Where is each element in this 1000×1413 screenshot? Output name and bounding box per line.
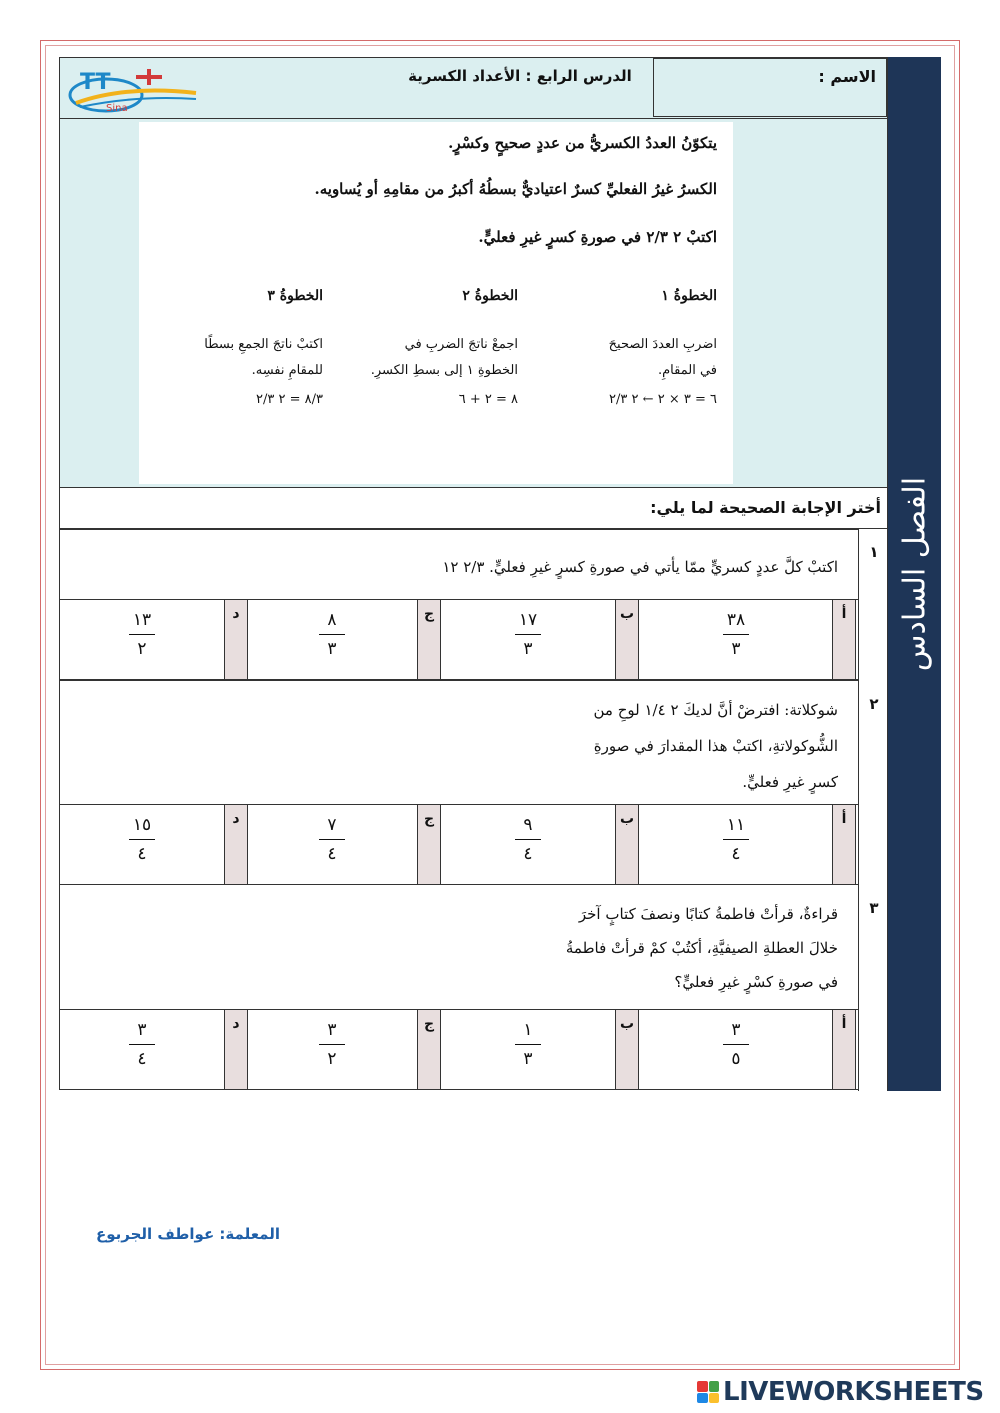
step-1 bbox=[547, 288, 717, 407]
question-3-text bbox=[59, 884, 859, 1010]
step-text: اضربِ العددَ الصحيحَ bbox=[608, 337, 717, 352]
question-number: ٣ bbox=[869, 899, 879, 917]
step-title: الخطوةُ ٣ bbox=[267, 288, 323, 304]
liveworksheets-logo[interactable] bbox=[697, 1377, 984, 1407]
step-title: الخطوةُ ١ bbox=[661, 288, 717, 304]
explanation-content bbox=[139, 122, 733, 484]
option-letter: د bbox=[224, 1010, 248, 1089]
option-letter: ب bbox=[615, 600, 639, 679]
option-c[interactable]: ٨ ٣ bbox=[302, 610, 362, 659]
question-line: قراءةٌ، قرأتْ فاطمةُ كتابًا ونصفَ كتابٍ آخرَ bbox=[578, 905, 838, 923]
chapter-label: الفصل السادس bbox=[897, 476, 932, 672]
option-letter: أ bbox=[832, 600, 856, 679]
option-d[interactable]: ١٣ ٢ bbox=[112, 610, 172, 659]
step-title: الخطوةُ ٢ bbox=[462, 288, 518, 304]
instruction-text: أختر الإجابة الصحيحة لما يلي: bbox=[650, 498, 881, 517]
step-calculation: ٨/٣ = ٢ ٢/٣ bbox=[255, 392, 323, 407]
option-c[interactable]: ٧ ٤ bbox=[302, 815, 362, 864]
option-a[interactable]: ٣ ٥ bbox=[706, 1020, 766, 1069]
liveworksheets-icon bbox=[697, 1381, 719, 1403]
svg-text:TT: TT bbox=[80, 70, 111, 95]
teacher-name: المعلمة: عواطف الجربوع bbox=[96, 1225, 280, 1243]
option-b[interactable]: ١ ٣ bbox=[498, 1020, 558, 1069]
question-line: شوكلاتة: افترضْ أنَّ لديكَ ٢ ١/٤ لوحِ من bbox=[593, 701, 838, 719]
explanation-line: يتكوّنُ العددُ الكسريُّ من عددٍ صحيحٍ وكسْرٍ. bbox=[448, 134, 717, 152]
option-letter: أ bbox=[832, 1010, 856, 1089]
option-d[interactable]: ١٥ ٤ bbox=[112, 815, 172, 864]
question-line: اكتبْ كلَّ عددٍ كسريٍّ ممّا يأتي في صورةِ كسرٍ غيرِ فعليٍّ. ٢/٣ ١٢ bbox=[442, 558, 838, 576]
question-line: في صورةِ كسْرٍ غيرِ فعليٍّ؟ bbox=[674, 973, 838, 991]
step-text: للمقامِ نفسِه. bbox=[251, 363, 323, 378]
question-1-options bbox=[59, 599, 859, 680]
option-b[interactable]: ٩ ٤ bbox=[498, 815, 558, 864]
explanation-line: اكتبْ ٢ ٢/٣ في صورةِ كسرٍ غيرِ فعليٍّ. bbox=[478, 228, 717, 246]
liveworksheets-wordmark: LIVEWORKSHEETS bbox=[723, 1377, 984, 1407]
svg-text:Sina: Sina bbox=[106, 103, 128, 114]
question-3-options bbox=[59, 1009, 859, 1090]
question-line: الشُّوكولاتةِ، اكتبْ هذا المقدارَ في صورةِ bbox=[593, 737, 838, 755]
step-calculation: ٨ = ٢ + ٦ bbox=[458, 392, 518, 407]
question-1-text bbox=[59, 529, 859, 600]
name-label: الاسم : bbox=[818, 67, 876, 86]
question-number: ١ bbox=[869, 543, 879, 561]
option-d[interactable]: ٣ ٤ bbox=[112, 1020, 172, 1069]
question-number-column bbox=[858, 529, 888, 1091]
question-2-options bbox=[59, 804, 859, 885]
option-letter: ج bbox=[417, 805, 441, 884]
chapter-side-band bbox=[888, 57, 941, 1091]
step-text: اجمعْ ناتجَ الضربِ في bbox=[404, 337, 518, 352]
option-letter: د bbox=[224, 600, 248, 679]
option-letter: أ bbox=[832, 805, 856, 884]
question-number: ٢ bbox=[869, 695, 879, 713]
step-calculation: ٦ = ٣ × ٢ ← ٢ ٢/٣ bbox=[609, 392, 717, 407]
option-a[interactable]: ٣٨ ٣ bbox=[706, 610, 766, 659]
option-letter: د bbox=[224, 805, 248, 884]
instruction-row bbox=[59, 487, 888, 529]
step-3 bbox=[153, 288, 323, 407]
lesson-title: الدرس الرابع : الأعداد الكسرية bbox=[408, 67, 632, 85]
question-line: خلالَ العطلةِ الصيفيَّةِ، أكتُبْ كمْ قرأتْ فاطمةُ bbox=[565, 939, 838, 957]
step-text: اكتبْ ناتجَ الجمعِ بسطًا bbox=[204, 337, 323, 352]
option-letter: ج bbox=[417, 600, 441, 679]
school-logo-icon bbox=[66, 65, 201, 117]
step-2 bbox=[348, 288, 518, 407]
option-b[interactable]: ١٧ ٣ bbox=[498, 610, 558, 659]
option-c[interactable]: ٣ ٢ bbox=[302, 1020, 362, 1069]
option-letter: ب bbox=[615, 1010, 639, 1089]
name-field[interactable] bbox=[653, 58, 887, 117]
option-letter: ج bbox=[417, 1010, 441, 1089]
question-line: كسرٍ غيرِ فعليٍّ. bbox=[742, 773, 838, 791]
option-letter: ب bbox=[615, 805, 639, 884]
option-a[interactable]: ١١ ٤ bbox=[706, 815, 766, 864]
step-text: في المقامِ. bbox=[658, 363, 717, 378]
question-2-text bbox=[59, 680, 859, 805]
step-text: الخطوةِ ١ إلى بسطِ الكسرِ. bbox=[370, 363, 518, 378]
explanation-line: الكسرُ غيرُ الفعليِّ كسرٌ اعتياديٌّ بسطُهُ أكبرُ من مقامِهِ أو يُساويه. bbox=[314, 180, 717, 198]
